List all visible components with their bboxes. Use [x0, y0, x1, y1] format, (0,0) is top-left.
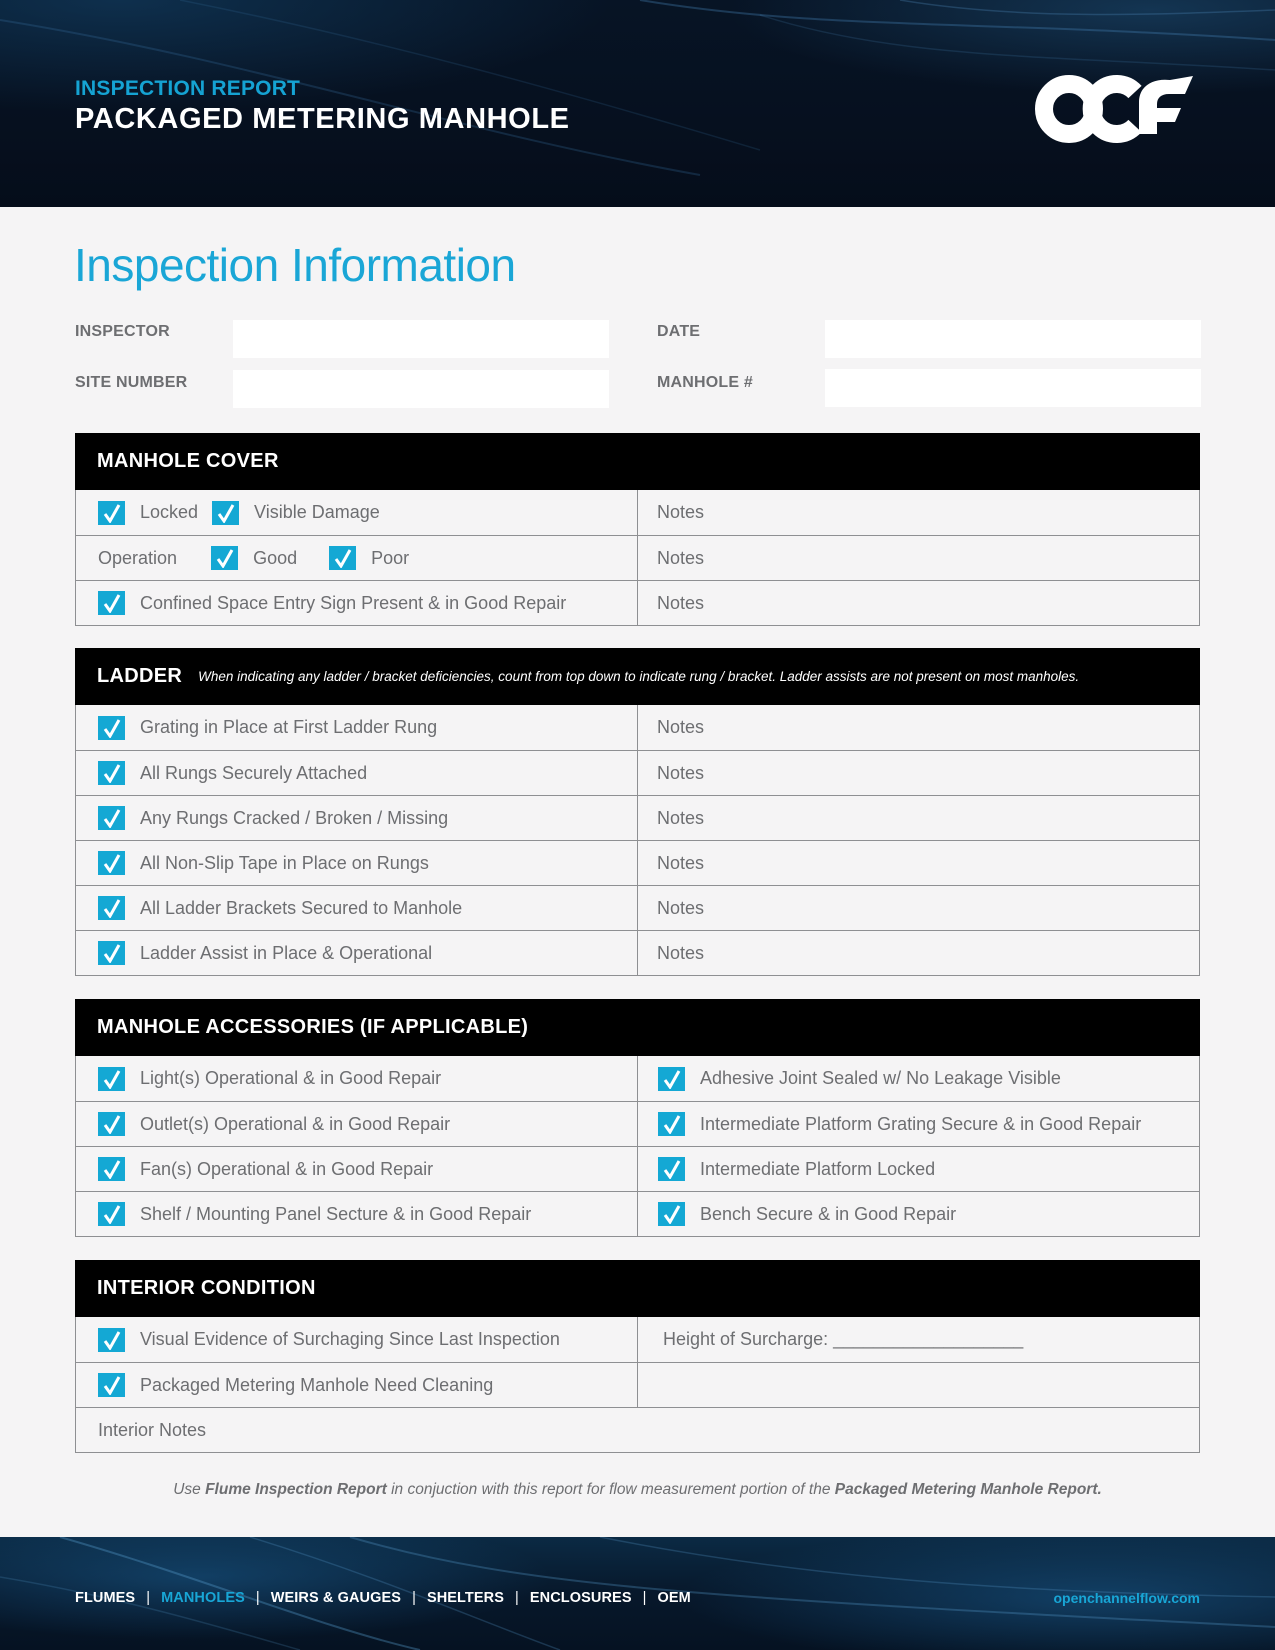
- ladder-item-cell: [76, 705, 638, 750]
- ladder-instruction-note: When indicating any ladder / bracket deficiencies, count from top down to indicate rung / bracket. Ladder assists are not present on most manholes.: [198, 669, 1080, 684]
- nav-separator: |: [146, 1590, 151, 1606]
- ladder-item-checkbox[interactable]: [98, 761, 125, 785]
- accessory-checkbox[interactable]: [98, 1202, 125, 1226]
- checkmark-icon: [103, 593, 121, 613]
- cover-row-1: [76, 490, 638, 535]
- accessories-header: [75, 999, 1200, 1056]
- checkmark-icon: [103, 1204, 121, 1224]
- accessory-checkbox[interactable]: [658, 1157, 685, 1181]
- visible-damage-label: Visible Damage: [254, 502, 380, 522]
- footnote-text: in conjuction with this report for flow measurement portion of the: [386, 1481, 835, 1498]
- notes-field[interactable]: Notes: [657, 547, 705, 568]
- ladder-item-checkbox[interactable]: [98, 941, 125, 965]
- checkmark-icon: [334, 548, 352, 568]
- checkmark-icon: [216, 548, 234, 568]
- accessory-cell: [638, 1102, 1199, 1146]
- nav-link-enclosures[interactable]: ENCLOSURES: [529, 1590, 632, 1606]
- manhole-report-reference: Packaged Metering Manhole Report.: [834, 1481, 1102, 1498]
- checkmark-icon: [103, 943, 121, 963]
- cover-row-3: [76, 581, 638, 625]
- operation-label: Operation: [98, 547, 178, 568]
- manhole-cover-section: [75, 433, 1200, 626]
- notes-field[interactable]: Notes: [657, 502, 705, 522]
- site-number-label: SITE NUMBER: [75, 374, 188, 391]
- table-row: [76, 490, 1199, 535]
- manhole-cover-title: MANHOLE COVER: [97, 450, 279, 472]
- inspection-information-heading: Inspection Information: [74, 239, 516, 291]
- date-label: DATE: [657, 323, 701, 340]
- accessory-label: Bench Secure & in Good Repair: [700, 1203, 957, 1224]
- confined-space-sign-label: Confined Space Entry Sign Present & in Good Repair: [140, 592, 567, 613]
- good-checkbox[interactable]: [211, 546, 238, 570]
- accessory-cell: [638, 1056, 1199, 1101]
- ladder-item-label: All Rungs Securely Attached: [140, 762, 368, 783]
- report-title: PACKAGED METERING MANHOLE: [75, 103, 570, 135]
- accessory-cell: [76, 1102, 638, 1146]
- surcharge-height-field[interactable]: Height of Surcharge: ___________________: [663, 1329, 1024, 1349]
- footer-nav: [75, 1590, 691, 1606]
- notes-field[interactable]: Notes: [657, 592, 705, 613]
- accessory-checkbox[interactable]: [98, 1112, 125, 1136]
- flume-report-reference: Flume Inspection Report: [205, 1481, 387, 1498]
- nav-link-weirs-gauges[interactable]: WEIRS & GAUGES: [270, 1590, 402, 1606]
- ladder-table: [75, 705, 1200, 976]
- table-row: [76, 1317, 1199, 1362]
- notes-field[interactable]: Notes: [657, 852, 705, 873]
- checkmark-icon: [103, 853, 121, 873]
- ladder-item-label: Ladder Assist in Place & Operational: [140, 942, 433, 963]
- ladder-item-checkbox[interactable]: [98, 896, 125, 920]
- needs-cleaning-checkbox[interactable]: [98, 1373, 125, 1397]
- table-row: [76, 1101, 1199, 1146]
- surcharge-evidence-label: Visual Evidence of Surchaging Since Last Inspection: [140, 1329, 560, 1349]
- surcharge-evidence-checkbox[interactable]: [98, 1328, 125, 1352]
- accessory-label: Outlet(s) Operational & in Good Repair: [140, 1113, 451, 1134]
- accessory-cell: [76, 1192, 638, 1236]
- table-row: [76, 1056, 1199, 1101]
- confined-space-sign-checkbox[interactable]: [98, 591, 125, 615]
- interior-condition-header: [75, 1260, 1200, 1317]
- needs-cleaning-label: Packaged Metering Manhole Need Cleaning: [140, 1374, 494, 1395]
- ladder-item-checkbox[interactable]: [98, 806, 125, 830]
- nav-link-manholes[interactable]: MANHOLES: [161, 1590, 245, 1606]
- accessory-cell: [638, 1192, 1199, 1236]
- manhole-number-field[interactable]: [825, 369, 1201, 407]
- interior-notes-field[interactable]: Interior Notes: [98, 1419, 207, 1440]
- table-row: [76, 535, 1199, 580]
- table-row: [76, 840, 1199, 885]
- interior-condition-title: INTERIOR CONDITION: [97, 1277, 316, 1299]
- poor-checkbox[interactable]: [329, 546, 356, 570]
- ladder-item-label: All Non-Slip Tape in Place on Rungs: [140, 852, 429, 873]
- cover-row-2: [76, 536, 638, 580]
- report-header: [0, 0, 1275, 207]
- ladder-section: [75, 648, 1200, 976]
- ladder-item-label: All Ladder Brackets Secured to Manhole: [140, 897, 463, 918]
- table-row: [76, 885, 1199, 930]
- manhole-number-label: MANHOLE #: [657, 374, 754, 391]
- accessories-section: [75, 999, 1200, 1237]
- ladder-item-label: Any Rungs Cracked / Broken / Missing: [140, 807, 449, 828]
- ladder-item-cell: [76, 886, 638, 930]
- ocf-logo: [1035, 72, 1195, 146]
- ladder-item-cell: [76, 841, 638, 885]
- table-row: [76, 795, 1199, 840]
- page-footer: [0, 1537, 1275, 1650]
- ladder-header: [75, 648, 1200, 705]
- ladder-item-label: Grating in Place at First Ladder Rung: [140, 717, 438, 737]
- notes-field[interactable]: Notes: [657, 897, 705, 918]
- notes-field[interactable]: Notes: [657, 717, 705, 737]
- checkmark-icon: [103, 1069, 121, 1089]
- nav-link-flumes[interactable]: FLUMES: [75, 1590, 136, 1606]
- poor-label: Poor: [371, 547, 410, 568]
- site-number-field[interactable]: [233, 370, 609, 408]
- checkmark-icon: [663, 1159, 681, 1179]
- checkmark-icon: [103, 1114, 121, 1134]
- checkmark-icon: [103, 718, 121, 738]
- accessories-title: MANHOLE ACCESSORIES (IF APPLICABLE): [97, 1016, 529, 1038]
- ladder-item-cell: [76, 796, 638, 840]
- accessory-checkbox[interactable]: [658, 1202, 685, 1226]
- ladder-item-checkbox[interactable]: [98, 716, 125, 740]
- accessory-cell: [638, 1147, 1199, 1191]
- accessory-label: Light(s) Operational & in Good Repair: [140, 1068, 442, 1088]
- nav-link-shelters[interactable]: SHELTERS: [426, 1590, 505, 1606]
- accessory-label: Intermediate Platform Grating Secure & in Good Repair: [700, 1113, 1142, 1134]
- nav-separator: |: [412, 1590, 416, 1606]
- empty-cell: [638, 1363, 1199, 1407]
- manhole-cover-table: [75, 490, 1200, 626]
- accessory-checkbox[interactable]: [98, 1067, 125, 1091]
- accessory-label: Adhesive Joint Sealed w/ No Leakage Visible: [700, 1068, 1061, 1088]
- table-row: [76, 1362, 1199, 1407]
- table-row: [76, 705, 1199, 750]
- table-row: [76, 1407, 1199, 1452]
- accessory-cell: [76, 1147, 638, 1191]
- checkmark-icon: [103, 503, 121, 523]
- date-field[interactable]: [825, 320, 1201, 358]
- accessory-label: Fan(s) Operational & in Good Repair: [140, 1158, 434, 1179]
- table-row: [76, 580, 1199, 625]
- ladder-item-checkbox[interactable]: [98, 851, 125, 875]
- locked-label: Locked: [140, 502, 199, 522]
- website-link[interactable]: openchannelflow.com: [1053, 1590, 1200, 1606]
- footnote: [0, 1481, 1275, 1499]
- accessories-table: [75, 1056, 1200, 1237]
- footnote-text: Use: [173, 1481, 206, 1498]
- checkmark-icon: [103, 1159, 121, 1179]
- notes-field[interactable]: Notes: [657, 762, 705, 783]
- cleaning-cell: [76, 1363, 638, 1407]
- manhole-cover-header: [75, 433, 1200, 490]
- inspector-field[interactable]: [233, 320, 609, 358]
- good-label: Good: [253, 547, 298, 568]
- ladder-item-cell: [76, 751, 638, 795]
- nav-separator: |: [515, 1590, 519, 1606]
- table-row: [76, 1191, 1199, 1236]
- checkmark-icon: [663, 1204, 681, 1224]
- checkmark-icon: [217, 503, 235, 523]
- accessory-label: Shelf / Mounting Panel Secture & in Good Repair: [140, 1203, 532, 1224]
- notes-field[interactable]: Notes: [657, 942, 705, 963]
- checkmark-icon: [103, 1330, 121, 1350]
- interior-condition-table: [75, 1317, 1200, 1453]
- table-row: [76, 930, 1199, 975]
- ladder-title: LADDER: [97, 665, 183, 687]
- notes-field[interactable]: Notes: [657, 807, 705, 828]
- visible-damage-checkbox[interactable]: [212, 501, 239, 525]
- checkmark-icon: [103, 763, 121, 783]
- checkmark-icon: [103, 898, 121, 918]
- accessory-label: Intermediate Platform Locked: [700, 1158, 936, 1179]
- nav-separator: |: [255, 1590, 260, 1606]
- checkmark-icon: [663, 1069, 681, 1089]
- locked-checkbox[interactable]: [98, 501, 125, 525]
- nav-link-oem[interactable]: OEM: [657, 1590, 691, 1606]
- accessory-checkbox[interactable]: [658, 1112, 685, 1136]
- ladder-item-cell: [76, 931, 638, 975]
- accessory-checkbox[interactable]: [98, 1157, 125, 1181]
- table-row: [76, 1146, 1199, 1191]
- interior-condition-section: [75, 1260, 1200, 1453]
- checkmark-icon: [663, 1114, 681, 1134]
- inspector-label: INSPECTOR: [75, 323, 170, 340]
- accessory-checkbox[interactable]: [658, 1067, 685, 1091]
- checkmark-icon: [103, 1375, 121, 1395]
- report-kicker: INSPECTION REPORT: [75, 77, 301, 100]
- nav-separator: |: [642, 1590, 647, 1606]
- accessory-cell: [76, 1056, 638, 1101]
- surcharge-cell: [76, 1317, 638, 1362]
- checkmark-icon: [103, 808, 121, 828]
- table-row: [76, 750, 1199, 795]
